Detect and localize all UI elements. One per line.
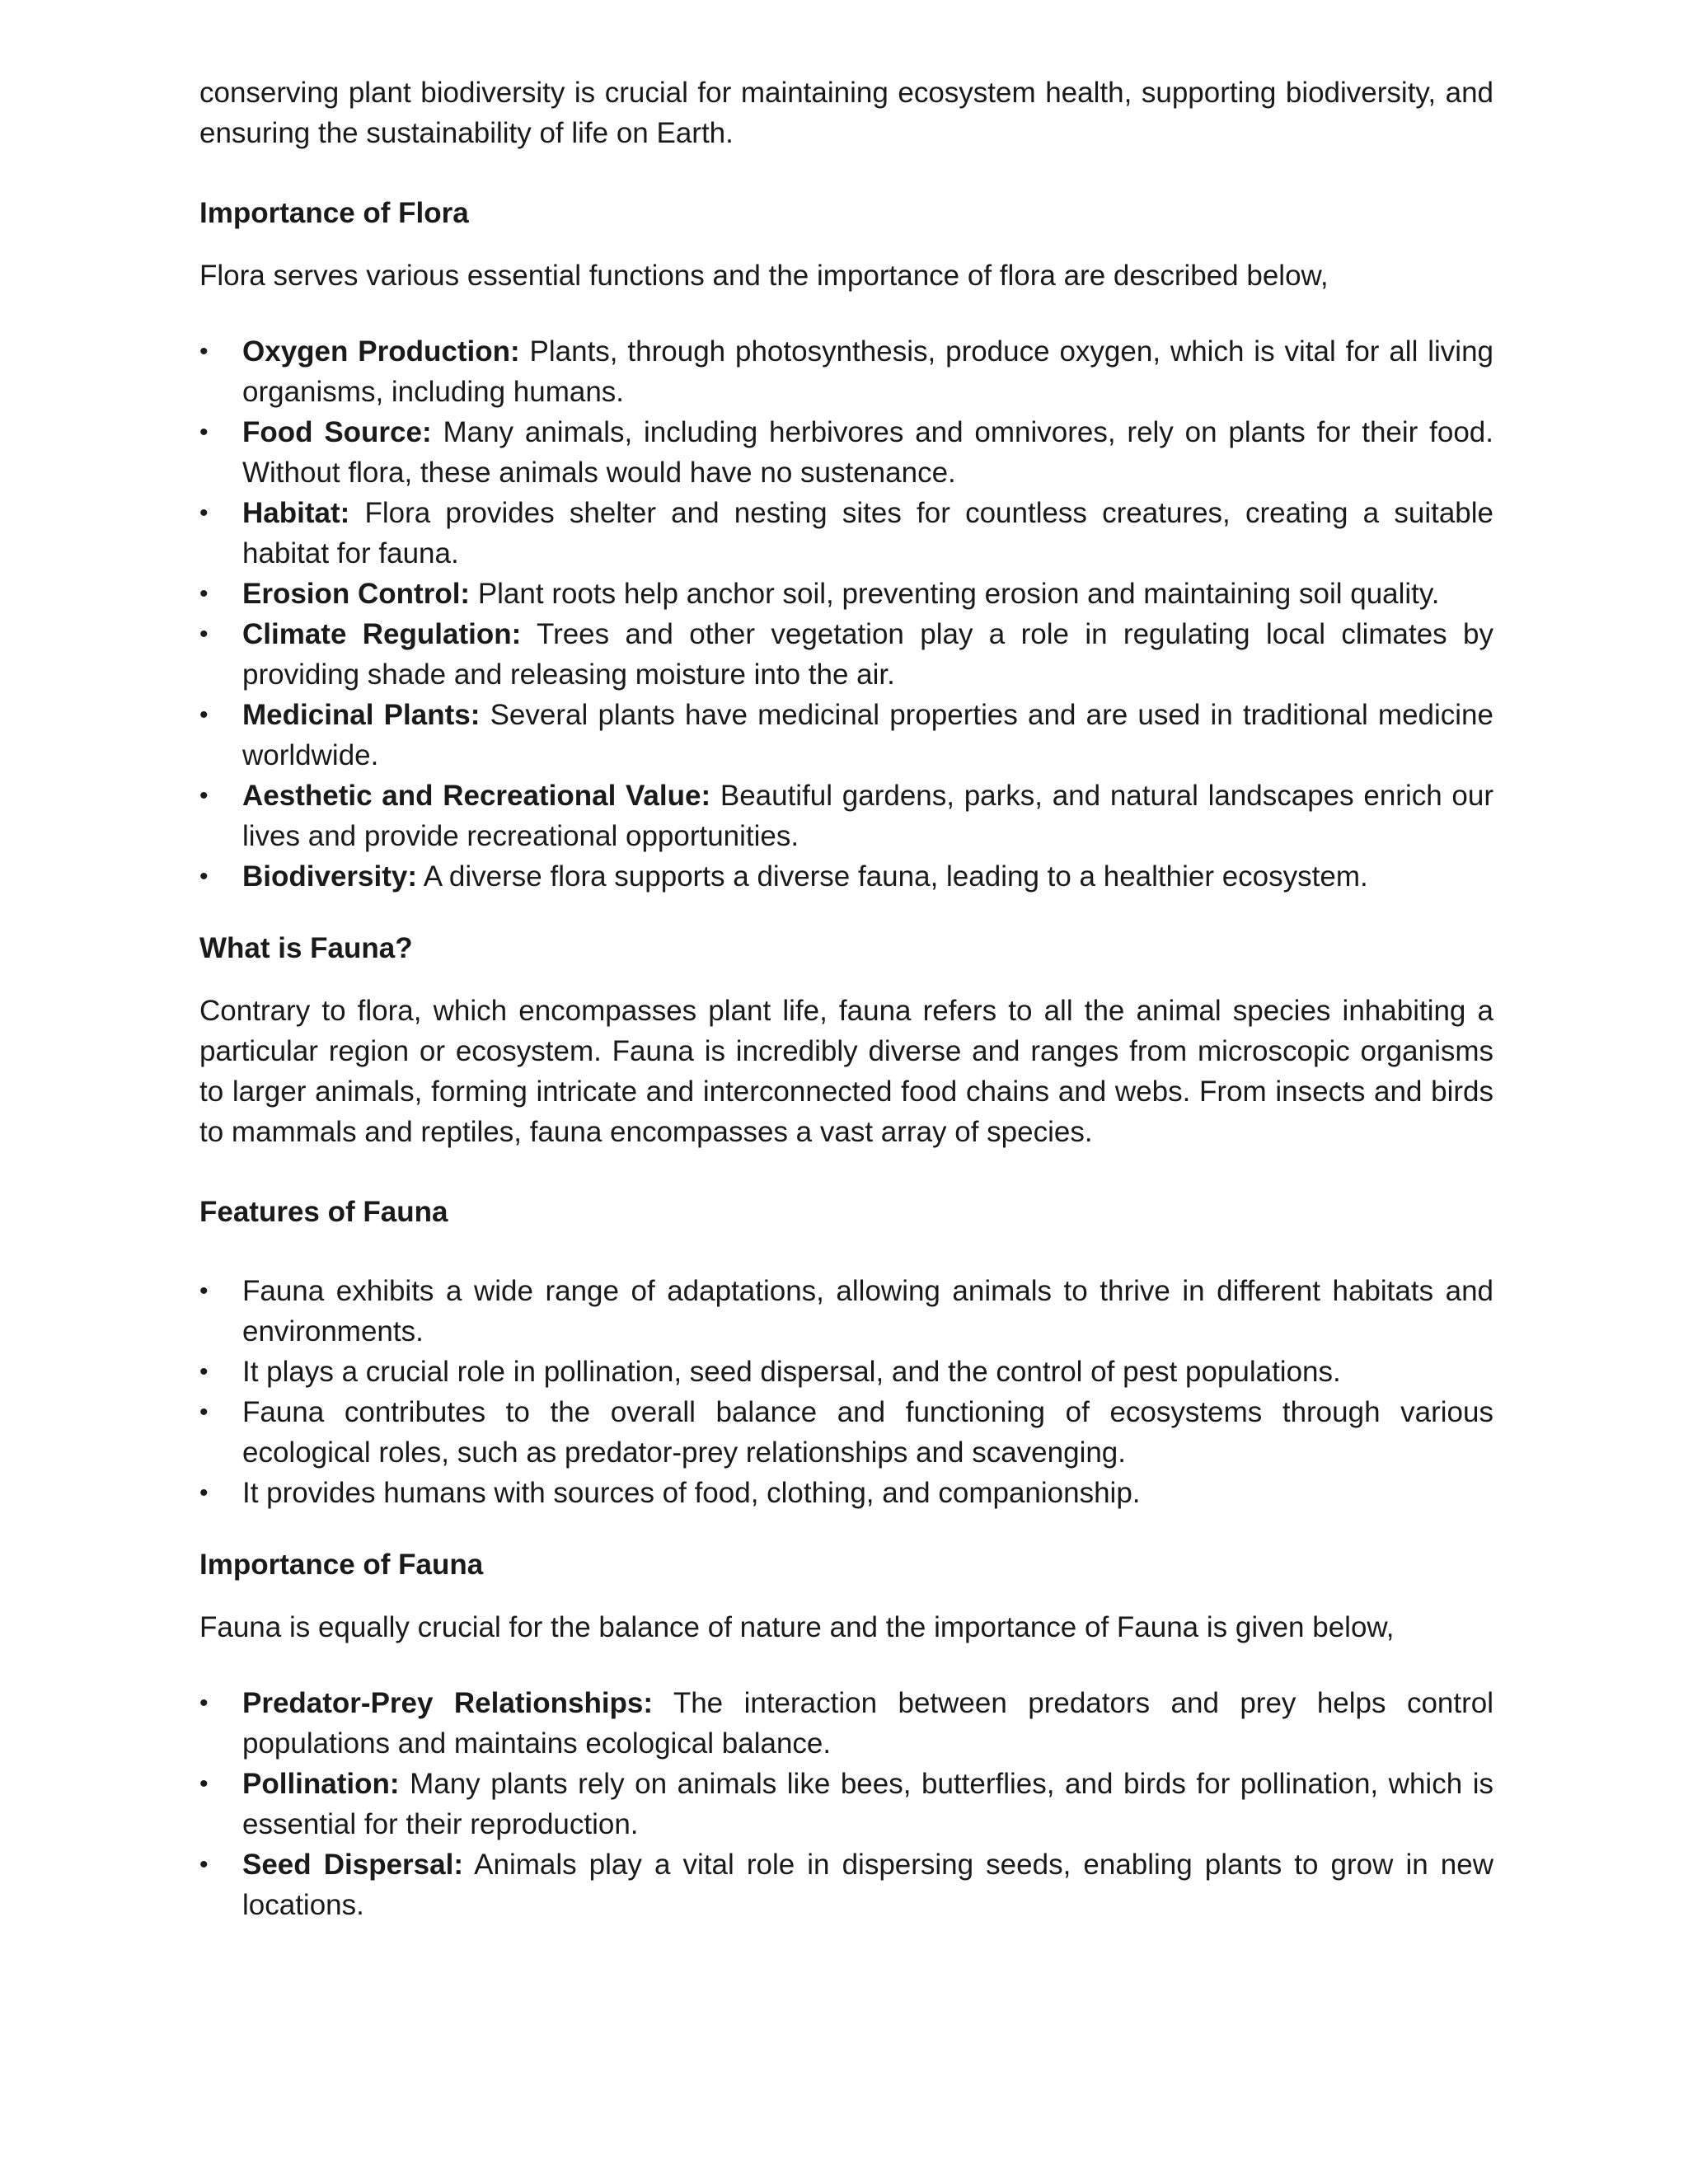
item-term: Seed Dispersal: [242, 1849, 463, 1881]
list-item [199, 1352, 1493, 1392]
list-item [199, 331, 1493, 412]
item-term: Biodiversity: [242, 860, 417, 893]
item-text: It plays a crucial role in pollination, seed dispersal, and the control of pest populations. [242, 1356, 1341, 1388]
heading-features-of-fauna: Features of Fauna [199, 1196, 448, 1228]
fauna-importance-intro: Fauna is equally crucial for the balance of nature and the importance of Fauna is given below, [199, 1611, 1395, 1643]
item-term: Climate Regulation: [242, 618, 522, 650]
heading-what-is-fauna: What is Fauna? [199, 932, 413, 964]
item-text: Plants, through photosynthesis, produce oxygen, which is vital for all living organisms, including humans. [242, 335, 1493, 408]
bullet-icon: • [199, 419, 209, 446]
item-text: Several plants have medicinal properties and are used in traditional medicine worldwide. [242, 699, 1493, 771]
list-item [199, 1844, 1493, 1925]
list-item [199, 574, 1493, 614]
bullet-icon: • [199, 499, 209, 527]
item-term: Pollination: [242, 1768, 400, 1800]
heading-importance-of-flora: Importance of Flora [199, 197, 469, 229]
flora-importance-intro: Flora serves various essential functions and the importance of flora are described below, [199, 260, 1329, 292]
bullet-icon: • [199, 701, 209, 729]
item-term: Habitat: [242, 497, 350, 529]
item-term: Food Source: [242, 416, 432, 448]
bullet-icon: • [199, 863, 209, 890]
heading-importance-of-fauna: Importance of Fauna [199, 1549, 484, 1581]
list-item [199, 493, 1493, 574]
item-term: Predator-Prey Relationships: [242, 1687, 654, 1719]
bullet-icon: • [199, 1690, 209, 1717]
intro-paragraph: conserving plant biodiversity is crucial for maintaining ecosystem health, supporting biodiversity, and ensuring the sustainability of life on Earth. [199, 77, 1493, 149]
item-text: Beautiful gardens, parks, and natural landscapes enrich our lives and provide recreational opportunities. [242, 780, 1493, 852]
item-text: Many animals, including herbivores and omnivores, rely on plants for their food. Without flora, these animals would have no sustenance. [242, 416, 1493, 489]
item-text: Many plants rely on animals like bees, butterflies, and birds for pollination, which is essential for their reproduction. [242, 1768, 1493, 1840]
item-term: Aesthetic and Recreational Value: [242, 780, 711, 812]
item-text: Trees and other vegetation play a role in regulating local climates by providing shade and releasing moisture into the air. [242, 618, 1493, 691]
fauna-features-list [199, 1271, 1493, 1513]
item-text: Fauna contributes to the overall balance and functioning of ecosystems through various ecological roles, such as predator-prey relationships and scavenging. [242, 1396, 1493, 1469]
item-term: Medicinal Plants: [242, 699, 481, 731]
bullet-icon: • [199, 782, 209, 809]
bullet-icon: • [199, 1277, 209, 1305]
list-item [199, 1764, 1493, 1844]
bullet-icon: • [199, 621, 209, 648]
bullet-icon: • [199, 1358, 209, 1385]
list-item [199, 856, 1493, 897]
item-text: Fauna exhibits a wide range of adaptations, allowing animals to thrive in different habitats and environments. [242, 1275, 1493, 1347]
document-page [199, 73, 1493, 1925]
item-term: Erosion Control: [242, 578, 471, 610]
bullet-icon: • [199, 580, 209, 607]
flora-importance-list [199, 331, 1493, 897]
list-item [199, 412, 1493, 493]
bullet-icon: • [199, 1399, 209, 1426]
list-item [199, 1683, 1493, 1764]
item-text: The interaction between predators and prey helps control populations and maintains ecological balance. [242, 1687, 1493, 1760]
list-item [199, 695, 1493, 776]
list-item [199, 1473, 1493, 1513]
list-item [199, 614, 1493, 695]
bullet-icon: • [199, 338, 209, 365]
fauna-importance-list [199, 1683, 1493, 1925]
item-text: Plant roots help anchor soil, preventing erosion and maintaining soil quality. [470, 578, 1440, 610]
item-text: It provides humans with sources of food, clothing, and companionship. [242, 1477, 1141, 1509]
list-item [199, 776, 1493, 856]
bullet-icon: • [199, 1479, 209, 1507]
list-item [199, 1271, 1493, 1352]
fauna-definition-paragraph: Contrary to flora, which encompasses plant life, fauna refers to all the animal species inhabiting a particular region or ecosystem. Fauna is incredibly diverse and ranges from microscopic organisms to larger animals, forming intricate and interconnected food chains and webs. From insects and birds to mammals and reptiles, fauna encompasses a vast array of species. [199, 995, 1493, 1148]
item-term: Oxygen Production: [242, 335, 520, 368]
bullet-icon: • [199, 1851, 209, 1878]
item-text: Animals play a vital role in dispersing seeds, enabling plants to grow in new locations. [242, 1849, 1493, 1921]
bullet-icon: • [199, 1770, 209, 1797]
item-text: A diverse flora supports a diverse fauna, leading to a healthier ecosystem. [417, 860, 1368, 893]
list-item [199, 1392, 1493, 1473]
item-text: Flora provides shelter and nesting sites for countless creatures, creating a suitable habitat for fauna. [242, 497, 1493, 569]
